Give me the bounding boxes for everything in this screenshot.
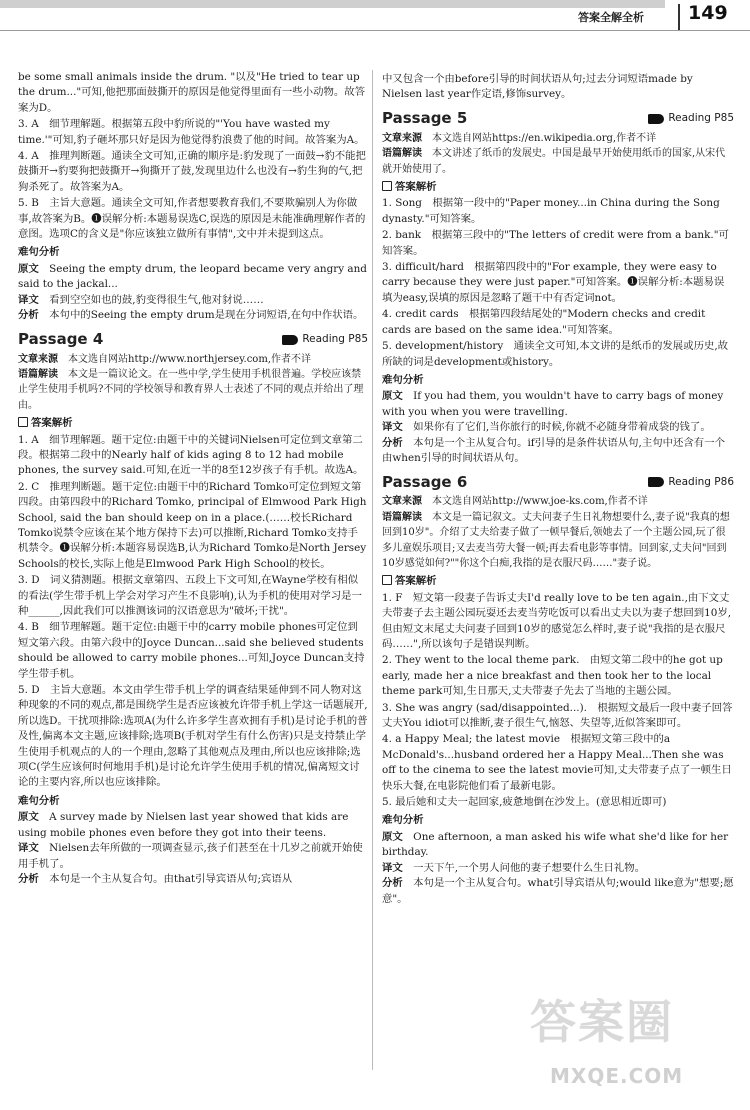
right-carryover: 中又包含一个由before引导的时间状语从句;过去分词短语made by Nielsen last year作定语,修饰survey。 xyxy=(382,73,693,101)
left-item-3: 4. A 推理判断题。通读全文可知,正确的顺序是:豹发现了一面鼓→豹不能把鼓撕开→豹要狗把鼓撕开→狗撕开了鼓,发现里边什么也没有→豹生狗的气,把狗杀死了。故答案为A。 xyxy=(18,150,366,193)
answer-heading xyxy=(382,574,734,589)
diff-original-label: 原文 xyxy=(18,262,39,275)
diff2-analysis-label: 分析 xyxy=(18,872,39,885)
source-text: 本文选自网站https://en.wikipedia.org,作者不详 xyxy=(432,132,657,144)
source-label: 文章来源 xyxy=(382,132,422,144)
summary-text: 本文讲述了纸币的发展史。中国是最早开始使用纸币的国家,从宋代就开始使用了。 xyxy=(382,148,726,175)
diff4-original-label: 原文 xyxy=(382,830,403,843)
watermark xyxy=(530,995,730,1095)
diff3-analysis-text: 本句是一个主从复合句。if引导的是条件状语从句,主句中还含有一个由when引导的时间状语从句。 xyxy=(382,436,725,464)
diff3-translation-text: 如果你有了它们,当你旅行的时候,你就不必随身带着成袋的钱了。 xyxy=(413,421,711,434)
diff2-translation-label: 译文 xyxy=(18,842,39,855)
passage-4-summary xyxy=(18,367,368,413)
summary-label: 语篇解读 xyxy=(382,511,422,523)
diff3-translation xyxy=(382,420,734,435)
pointing-hand-icon xyxy=(648,477,664,487)
diff-translation-label: 译文 xyxy=(18,293,39,306)
passage-5-title: Passage 5 xyxy=(382,109,468,128)
passage-6-summary xyxy=(382,510,734,572)
p6-answer-2: 2. They went to the local theme park. 由短文第二段中的he got up early, made her a nice breakfast and then took her to the local theme park可知,生日那天,丈夫带妻子先去了当地的主题公园。 xyxy=(382,654,723,698)
passage-4-reading-label: Reading P85 xyxy=(302,332,368,345)
diff3-analysis xyxy=(382,436,734,467)
answer-heading xyxy=(18,416,368,431)
answer-heading-text: 答案解析 xyxy=(395,181,437,194)
diff4-original xyxy=(382,830,734,861)
diff-translation-text: 看到空空如也的鼓,豹变得很生气,他对豺说…… xyxy=(49,293,264,306)
left-item-2: 3. A 细节理解题。根据第五段中豹所说的"'You have wasted my time.'"可知,豹子砸坏那只好是因为他觉得豹浪费了他的时间。故答案为A。 xyxy=(18,118,365,146)
p5-answer-1: 1. Song 根据第一段中的"Paper money...in China during the Song dynasty."可知答案。 xyxy=(382,197,720,225)
left-column xyxy=(18,70,368,887)
passage-4-reading-ref xyxy=(282,332,368,347)
diff4-translation-label: 译文 xyxy=(382,861,403,874)
passage-6-header xyxy=(382,472,734,492)
diff3-original xyxy=(382,389,734,420)
p4-answer-5: 5. D 主旨大意题。本文由学生带手机上学的调查结果延伸到不同人物对这种现象的不同的观点,都是围绕学生是否应该被允许带手机上学这一话题展开,所以选D。干扰项排除:选项A(为什么许多学生喜欢拥有手机)是讨论手机的普及性,偏离本文主题,应该排除;选项B(手机对学生有什么伤害)只是支持禁止学生使用手机观点的人的一个理由,忽略了其他观点及理由,所以也应该排除;选项C(学生应该何时何地用手机)是讨论允许学生使用手机的情况,偏离短文讨论的主要内容,所以也应该排除。 xyxy=(18,684,368,789)
source-label: 文章来源 xyxy=(18,353,58,365)
p5-answer-4: 4. credit cards 根据第四段结尾处的"Modern checks and credit cards are based on the same idea."可知答案。 xyxy=(382,308,706,336)
p4-answer-1: 1. A 细节理解题。题干定位:由题干中的关键词Nielsen可定位到文章第二段。根据第二段中的Nearly half of kids aging 8 to 12 had mobile phones, the survey said.可知,在近一半的8至12岁孩子有手机。故选A。 xyxy=(18,433,364,477)
diff4-analysis-label: 分析 xyxy=(382,877,403,890)
summary-text: 本文是一篇议论文。在一些中学,学生使用手机很普遍。学校应该禁止学生使用手机吗?不同的学校领导和教育界人士表述了不同的观点并给出了理由。 xyxy=(18,368,364,411)
p5-answer-2: 2. bank 根据第三段中的"The letters of credit were from a bank."可知答案。 xyxy=(382,229,729,257)
diff4-translation-text: 一天下午,一个男人问他的妻子想要什么生日礼物。 xyxy=(413,861,646,874)
page-number: 149 xyxy=(688,2,728,24)
answer-heading-text: 答案解析 xyxy=(395,575,437,588)
difficult-sentence-heading-2: 难句分析 xyxy=(18,794,60,807)
diff-analysis-label: 分析 xyxy=(18,309,39,322)
diff-analysis-text: 本句中的Seeing the empty drum是现在分词短语,在句中作状语。 xyxy=(49,309,364,322)
passage-5-source xyxy=(382,131,734,146)
passage-6-reading-ref xyxy=(648,475,734,490)
diff2-original-text: A survey made by Nielsen last year showed that kids are using mobile phones even before they got into their teens. xyxy=(18,811,349,839)
header-band xyxy=(0,0,665,8)
diff2-original-label: 原文 xyxy=(18,811,39,824)
source-text: 本文选自网站http://www.northjersey.com,作者不详 xyxy=(68,353,311,365)
difficult-sentence-heading-4: 难句分析 xyxy=(382,814,424,827)
passage-4-header xyxy=(18,330,368,350)
diff2-original xyxy=(18,810,368,841)
difficult-sentence-heading: 难句分析 xyxy=(18,246,60,259)
diff4-analysis-text: 本句是一个主从复合句。what引导宾语从句;would like意为"想要;愿意"。 xyxy=(382,877,734,905)
diff4-analysis xyxy=(382,876,734,907)
p5-answer-5: 5. development/history 通读全文可知,本文讲的是纸币的发展或历史,故所缺的词是development或history。 xyxy=(382,340,729,368)
p6-answer-4: 4. a Happy Meal; the latest movie 根据短文第三段中的a McDonald's...husband ordered her a Happy Meal...Then she was off to the cinema to see the latest movie可知,丈夫带妻子点了一顿生日快乐大餐,在电影院他们看了最新电影。 xyxy=(382,733,732,792)
summary-label: 语篇解读 xyxy=(382,148,422,160)
lock-icon xyxy=(18,417,28,427)
left-item-4: 5. B 主旨大意题。通读全文可知,作者想要教育我们,不要欺骗别人为你做事,故答案为B。❶误解分析:本题易误选C,误选的原因是未能准确理解作者的意图。选项C的含义是"你应该独立做所有事情",文中并未提到这点。 xyxy=(18,197,366,241)
summary-label: 语篇解读 xyxy=(18,368,58,380)
p5-answer-3: 3. difficult/hard 根据第四段中的"For example, they were easy to carry because they were just paper."可知答案。❶误解分析:本题易误填为easy,误填的原因是忽略了题干中有否定词not。 xyxy=(382,261,725,304)
passage-5-summary xyxy=(382,146,734,177)
answer-heading xyxy=(382,180,734,195)
passage-6-source xyxy=(382,494,734,509)
diff2-analysis xyxy=(18,872,368,887)
diff-original-text: Seeing the empty drum, the leopard became very angry and said to the jackal... xyxy=(18,262,367,291)
p6-answer-3: 3. She was angry (sad/disappointed...). 根据短文最后一段中妻子回答丈夫You idiot可以推断,妻子很生气,恼怒、失望等,近似答案即可。 xyxy=(382,701,733,730)
diff2-translation xyxy=(18,841,368,872)
answer-heading-text: 答案解析 xyxy=(31,417,73,430)
diff-original xyxy=(18,262,368,293)
passage-6-title: Passage 6 xyxy=(382,472,468,491)
header-divider xyxy=(678,4,680,30)
p4-answer-3: 3. D 词义猜测题。根据文章第四、五段上下文可知,在Wayne学校有相似的看法(学生带手机上学会对学习产生不良影响),认为手机的使用对学习是一种______,因此我们可以推测该词的汉语意思为"破坏;干扰"。 xyxy=(18,574,362,617)
watermark-url: MXQE.COM xyxy=(550,1064,684,1088)
diff2-analysis-text: 本句是一个主从复合句。由that引导宾语从句;宾语从 xyxy=(49,872,293,885)
p6-answer-1: 1. F 短文第一段妻子告诉丈夫I'd really love to be ten again.,由下文丈夫带妻子去主题公园玩耍还去麦当劳吃饭可以看出丈夫以为妻子想回到10岁,但由短文末尾丈夫问妻子回到10岁的感觉怎么样时,妻子说"我指的是衣服尺码……",所以该句子是错误判断。 xyxy=(382,591,732,650)
left-item-1: be some small animals inside the drum. "以及"He tried to tear up the drum..."可知,他把那面鼓撕开的原因是他觉得里面有一些小动物。故答案为D。 xyxy=(18,71,366,114)
source-text: 本文选自网站http://www.joe-ks.com,作者不详 xyxy=(432,496,648,508)
diff4-original-text: One afternoon, a man asked his wife what she'd like for her birthday. xyxy=(382,830,729,859)
pointing-hand-icon xyxy=(648,114,664,124)
passage-4-source xyxy=(18,352,368,367)
p4-answer-2: 2. C 推理判断题。题干定位:由题干中的Richard Tomko可定位到短文第四段。由第四段中的Richard Tomko, principal of Elmwood Park High School, said the ban should keep on in a place.(……校长Richard Tomko说禁令应该在某个地方保持下去)可以推断,Richard Tomko支持手机禁令。❶误解分析:本题容易误选B,认为Richard Tomko是North Jersey Schools的校长,实际上他是Elmwood Park High School的校长。 xyxy=(18,480,367,570)
lock-icon xyxy=(382,575,392,585)
lock-icon xyxy=(382,181,392,191)
passage-5-reading-ref xyxy=(648,111,734,126)
right-column xyxy=(382,72,734,907)
diff2-translation-text: Nielsen去年所做的一项调查显示,孩子们甚至在十几岁之前就开始使用手机了。 xyxy=(18,842,363,870)
p4-answer-4: 4. B 细节理解题。题干定位:由题干中的carry mobile phones可定位到短文第六段。由第六段中的Joyce Duncan...said she believed students should be allowed to carry mobile phones...可知,Joyce Duncan支持学生带手机。 xyxy=(18,621,365,680)
header-rule xyxy=(0,30,750,31)
passage-6-reading-label: Reading P86 xyxy=(668,475,734,488)
column-divider xyxy=(372,70,373,1070)
header-title: 答案全解全析 xyxy=(578,11,644,24)
page-header xyxy=(0,0,750,36)
watermark-logo-text: 答案圈 xyxy=(530,995,674,1049)
diff3-original-text: If you had them, you wouldn't have to carry bags of money with you when you were travelling. xyxy=(382,390,724,418)
diff3-original-label: 原文 xyxy=(382,390,403,403)
pointing-hand-icon xyxy=(282,335,298,345)
diff4-translation xyxy=(382,861,734,876)
p6-answer-5: 5. 最后她和丈夫一起回家,疲惫地倒在沙发上。(意思相近即可) xyxy=(382,796,667,809)
diff-analysis xyxy=(18,308,368,323)
diff3-translation-label: 译文 xyxy=(382,421,403,434)
summary-text: 本文是一篇记叙文。丈夫问妻子生日礼物想要什么,妻子说"我真的想回到10岁"。介绍了丈夫给妻子做了一顿早餐后,领她去了一个主题公园,玩了很多儿童娱乐项目;又去麦当劳大餐一顿;再去看电影等事情。回到家,丈夫问"回到10岁感觉如何?""你这个白痴,我指的是衣服尺码……"妻子说。 xyxy=(382,511,730,569)
diff-translation xyxy=(18,293,368,308)
passage-5-header xyxy=(382,109,734,129)
source-label: 文章来源 xyxy=(382,496,422,508)
difficult-sentence-heading-3: 难句分析 xyxy=(382,373,424,386)
passage-5-reading-label: Reading P85 xyxy=(668,112,734,125)
passage-4-title: Passage 4 xyxy=(18,329,104,348)
diff3-analysis-label: 分析 xyxy=(382,436,403,449)
